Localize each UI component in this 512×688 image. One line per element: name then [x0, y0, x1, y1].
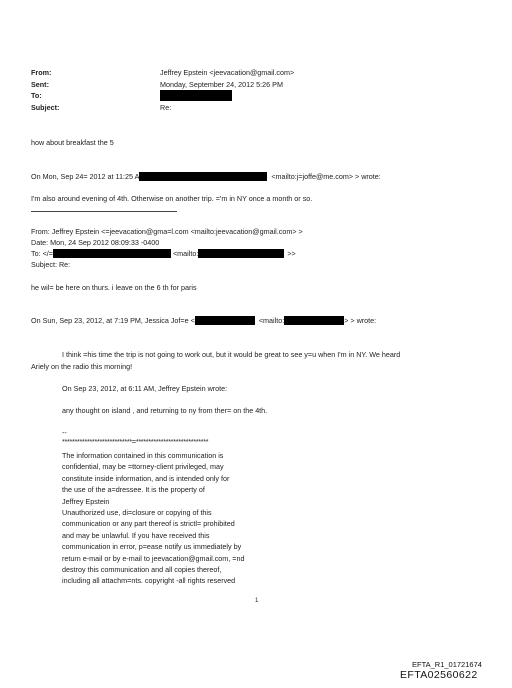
disclaimer-line: return e-mail or by e-mail to jeevacation@gmail.com, =nd — [62, 553, 245, 563]
disclaimer-line: constitute inside information, and is intended only for — [62, 473, 230, 483]
disclaimer-line: confidential, may be =ttorney-client privileged, may — [62, 462, 224, 472]
forward-date: Date: Mon, 24 Sep 2012 08:09:33 -0400 — [31, 238, 160, 247]
quote1-prefix: On Mon, Sep 24= 2012 at 11:25 A — [31, 172, 140, 181]
quote2-mailto: <mailto: — [258, 316, 285, 325]
separator-rule — [31, 211, 177, 212]
quote1-redaction — [139, 172, 267, 181]
message-line-breakfast: how about breakfast the 5 — [31, 138, 114, 147]
quote2-redaction-2 — [284, 316, 344, 325]
quote2-redaction-1 — [195, 316, 255, 325]
paragraph-line-a: I think =his time the trip is not going to work out, but it would be great to see y=u when I'm in NY. We heard — [62, 350, 401, 359]
quote2-prefix: On Sun, Sep 23, 2012, at 7:19 PM, Jessica Jof=e < — [31, 316, 195, 325]
forward-from: From: Jeffrey Epstein <=jeevacation@gma=l.com <mailto:jeevacation@gmail.com> > — [31, 227, 303, 236]
quote-line-1 — [31, 172, 381, 181]
disclaimer-line: communication or any part thereof is strictl= prohibited — [62, 519, 235, 529]
paragraph-line-b: Ariely on the radio this morning! — [31, 362, 133, 371]
quote1-mailto: <mailto:j=joffe@me.com> > wrote: — [271, 172, 381, 181]
signature-stars: ****************************=***************************** — [62, 437, 209, 446]
disclaimer-line: and may be unlawful. If you have received this — [62, 530, 210, 540]
forward-to — [31, 249, 296, 258]
sent-value: Monday, September 24, 2012 5:26 PM — [160, 80, 283, 89]
forward-to-prefix: To: </= — [31, 249, 53, 258]
from-value: Jeffrey Epstein <jeevacation@gmail.com> — [160, 68, 295, 77]
to-redaction — [160, 90, 232, 101]
bates-number-large: EFTA02560622 — [400, 669, 478, 681]
disclaimer-line: including all attachm=nts. copyright -all rights reserved — [62, 576, 236, 586]
forward-to-mailto: <mailto: — [172, 249, 199, 258]
disclaimer-line: Unauthorized use, di=closure or copying of this — [62, 508, 212, 518]
page-number: 1 — [255, 598, 259, 604]
forward-to-redaction-1 — [53, 249, 171, 258]
disclaimer-line: the use of the a=dressee. It is the property of — [62, 485, 205, 495]
disclaimer-line: destroy this communication and all copies thereof, — [62, 565, 222, 575]
message-line-around: I'm also around evening of 4th. Otherwise on another trip. ='m in NY once a month or so. — [31, 194, 313, 203]
forward-to-redaction-2 — [198, 249, 284, 258]
quote-line-2 — [31, 316, 376, 325]
quote-line-3: On Sep 23, 2012, at 6:11 AM, Jeffrey Epstein wrote: — [62, 384, 228, 393]
from-label: From: — [31, 68, 52, 77]
bates-number-small: EFTA_R1_01721674 — [412, 660, 482, 669]
forward-to-suffix: >> — [287, 249, 296, 258]
subject-value: Re: — [160, 103, 172, 112]
forward-subject: Subject: Re: — [31, 260, 71, 269]
signature-dashes: -- — [62, 428, 67, 437]
disclaimer-line: Jeffrey Epstein — [62, 496, 110, 506]
disclaimer-line: communication in error, p=ease notify us immediately by — [62, 542, 242, 552]
message-line-thurs: he wil= be here on thurs. i leave on the 6 th for paris — [31, 283, 197, 292]
message-line-island: any thought on island , and returning to ny from ther= on the 4th. — [62, 406, 268, 415]
disclaimer-line: The information contained in this communication is — [62, 451, 224, 460]
to-label: To: — [31, 91, 42, 100]
quote2-suffix: > > wrote: — [344, 316, 377, 325]
disclaimer-block — [62, 450, 244, 587]
sent-label: Sent: — [31, 80, 49, 89]
subject-label: Subject: — [31, 103, 60, 112]
